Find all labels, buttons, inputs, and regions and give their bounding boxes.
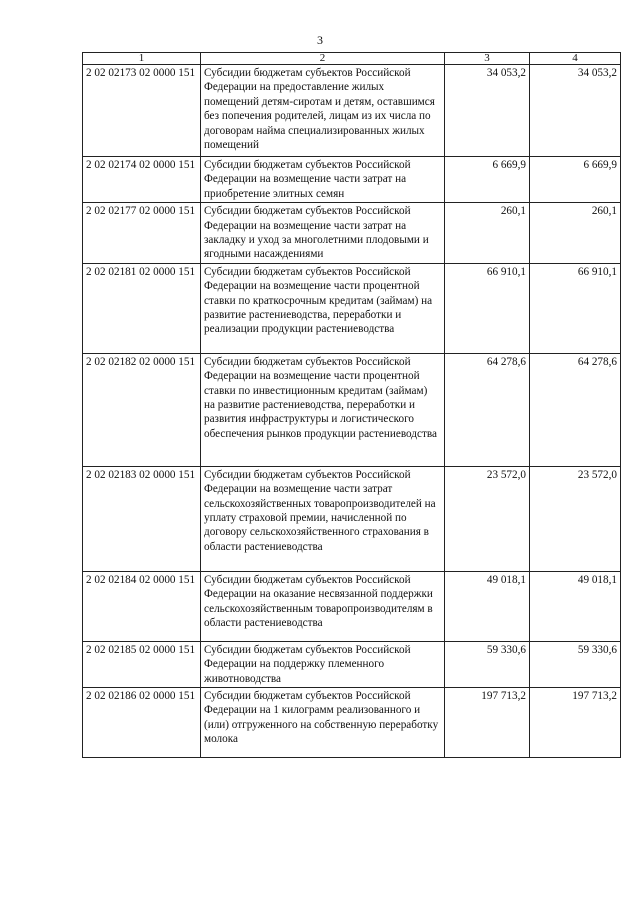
amount-cell-col3: 23 572,0 <box>445 466 530 571</box>
amount-cell-col4: 64 278,6 <box>530 353 621 466</box>
amount-cell-col4: 6 669,9 <box>530 157 621 203</box>
table-row <box>83 263 621 353</box>
amount-cell-col3: 260,1 <box>445 203 530 264</box>
budget-code-cell: 2 02 02184 02 0000 151 <box>83 571 201 641</box>
budget-code-cell: 2 02 02182 02 0000 151 <box>83 353 201 466</box>
budget-code-cell: 2 02 02174 02 0000 151 <box>83 157 201 203</box>
table-row <box>83 641 621 687</box>
table-header-row <box>83 53 621 65</box>
amount-cell-col4: 197 713,2 <box>530 688 621 758</box>
amount-cell-col3: 64 278,6 <box>445 353 530 466</box>
table-row <box>83 353 621 466</box>
description-cell: Субсидии бюджетам субъектов Российской Федерации на оказание несвязанной поддержки сельскохозяйственным товаропроизводителям в области растениеводства <box>201 571 445 641</box>
description-cell: Субсидии бюджетам субъектов Российской Федерации на возмещение части затрат сельскохозяйственных товаропроизводителей на уплату страховой премии, начисленной по договору сельскохозяйственного страхования в области растениеводства <box>201 466 445 571</box>
description-cell: Субсидии бюджетам субъектов Российской Федерации на 1 килограмм реализованного и (или) отгруженного на собственную переработку молока <box>201 688 445 758</box>
amount-cell-col3: 6 669,9 <box>445 157 530 203</box>
description-cell: Субсидии бюджетам субъектов Российской Федерации на возмещение части затрат на приобретение элитных семян <box>201 157 445 203</box>
amount-cell-col4: 66 910,1 <box>530 263 621 353</box>
column-header: 4 <box>530 53 621 65</box>
budget-code-cell: 2 02 02186 02 0000 151 <box>83 688 201 758</box>
amount-cell-col3: 66 910,1 <box>445 263 530 353</box>
column-header: 2 <box>201 53 445 65</box>
budget-code-cell: 2 02 02173 02 0000 151 <box>83 65 201 157</box>
amount-cell-col4: 49 018,1 <box>530 571 621 641</box>
budget-code-cell: 2 02 02185 02 0000 151 <box>83 641 201 687</box>
description-cell: Субсидии бюджетам субъектов Российской Федерации на возмещение части процентной ставки по краткосрочным кредитам (займам) на развитие растениеводства, переработки и реализации продукции растениеводства <box>201 263 445 353</box>
budget-table <box>82 52 621 758</box>
description-cell: Субсидии бюджетам субъектов Российской Федерации на предоставление жилых помещений детям-сиротам и детям, оставшимся без попечения родителей, лицам из их числа по договорам найма специализированных жилых помещений <box>201 65 445 157</box>
table-row <box>83 466 621 571</box>
budget-code-cell: 2 02 02181 02 0000 151 <box>83 263 201 353</box>
amount-cell-col4: 34 053,2 <box>530 65 621 157</box>
description-cell: Субсидии бюджетам субъектов Российской Федерации на возмещение части затрат на закладку и уход за многолетними плодовыми и ягодными насаждениями <box>201 203 445 264</box>
amount-cell-col3: 197 713,2 <box>445 688 530 758</box>
amount-cell-col4: 23 572,0 <box>530 466 621 571</box>
description-cell: Субсидии бюджетам субъектов Российской Федерации на возмещение части процентной ставки по инвестиционным кредитам (займам) на развитие растениеводства, переработки и развития инфраструктуры и логистического обеспечения рынков продукции растениеводства <box>201 353 445 466</box>
table-row <box>83 65 621 157</box>
budget-code-cell: 2 02 02183 02 0000 151 <box>83 466 201 571</box>
table-row <box>83 203 621 264</box>
column-header: 1 <box>83 53 201 65</box>
description-cell: Субсидии бюджетам субъектов Российской Федерации на поддержку племенного животноводства <box>201 641 445 687</box>
amount-cell-col3: 34 053,2 <box>445 65 530 157</box>
budget-code-cell: 2 02 02177 02 0000 151 <box>83 203 201 264</box>
table-row <box>83 571 621 641</box>
amount-cell-col3: 59 330,6 <box>445 641 530 687</box>
amount-cell-col4: 260,1 <box>530 203 621 264</box>
amount-cell-col4: 59 330,6 <box>530 641 621 687</box>
table-row <box>83 688 621 758</box>
amount-cell-col3: 49 018,1 <box>445 571 530 641</box>
table-row <box>83 157 621 203</box>
page-number: 3 <box>317 33 323 47</box>
column-header: 3 <box>445 53 530 65</box>
